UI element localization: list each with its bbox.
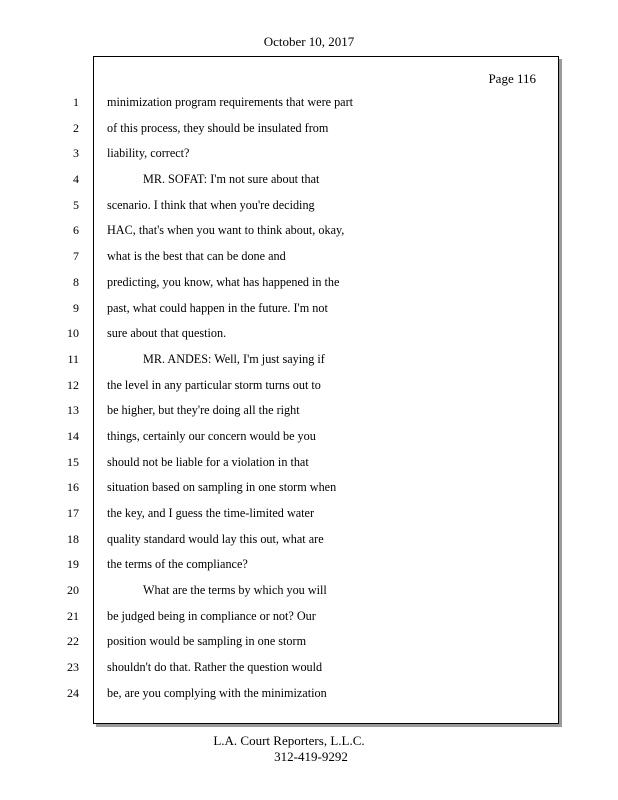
transcript-line: past, what could happen in the future. I'm not (107, 300, 328, 315)
transcript-line: things, certainly our concern would be you (107, 428, 316, 443)
line-number: 2 (73, 120, 79, 135)
line-number: 18 (67, 531, 79, 546)
line-number: 10 (67, 326, 79, 341)
line-number: 23 (67, 660, 79, 675)
transcript-line: the level in any particular storm turns out to (107, 377, 321, 392)
transcript-line: be judged being in compliance or not? Our (107, 608, 316, 623)
line-number: 11 (67, 351, 79, 366)
line-number: 7 (73, 249, 79, 264)
transcript-line: quality standard would lay this out, what are (107, 531, 324, 546)
line-number: 13 (67, 403, 79, 418)
line-number-column (0, 90, 84, 707)
line-number: 12 (67, 377, 79, 392)
footer (0, 733, 618, 765)
transcript-line: the key, and I guess the time-limited water (107, 506, 315, 520)
line-number: 24 (67, 685, 79, 700)
transcript-line: what is the best that can be done and (107, 249, 286, 264)
line-number: 20 (67, 583, 79, 598)
transcript-line: of this process, they should be insulated from (107, 120, 329, 135)
transcript-line: be higher, but they're doing all the right (107, 403, 300, 418)
transcript-line: should not be liable for a violation in that (107, 454, 309, 469)
page-number: Page 116 (488, 71, 536, 86)
transcript-line: What are the terms by which you will (143, 583, 327, 598)
line-number: 15 (67, 454, 79, 469)
transcript-line: HAC, that's when you want to think about, okay, (107, 223, 345, 238)
transcript-line: the terms of the compliance? (107, 557, 248, 572)
transcript-text-column (107, 90, 547, 707)
line-number: 8 (73, 274, 79, 289)
line-number: 22 (67, 634, 79, 649)
line-number: 19 (67, 557, 79, 572)
transcript-line: scenario. I think that when you're deciding (107, 197, 315, 212)
footer-phone-number: 312-419-9292 (274, 749, 348, 764)
line-number: 14 (67, 428, 79, 443)
line-number: 9 (73, 300, 79, 315)
transcript-line: sure about that question. (107, 326, 227, 341)
line-number: 17 (67, 506, 79, 520)
line-number: 3 (73, 146, 79, 161)
header-date: October 10, 2017 (263, 34, 355, 49)
transcript-line: MR. SOFAT: I'm not sure about that (143, 172, 320, 187)
line-number: 16 (67, 480, 79, 495)
transcript-line: be, are you complying with the minimization (107, 685, 327, 700)
transcript-line: liability, correct? (107, 146, 190, 161)
line-number: 1 (73, 95, 79, 109)
transcript-line: MR. ANDES: Well, I'm just saying if (143, 351, 325, 366)
line-number: 4 (73, 172, 79, 187)
transcript-line: shouldn't do that. Rather the question would (107, 660, 323, 675)
transcript-line: predicting, you know, what has happened in the (107, 274, 340, 289)
line-number: 5 (73, 197, 79, 212)
transcript-line: situation based on sampling in one storm when (107, 480, 337, 495)
footer-company-name: L.A. Court Reporters, L.L.C. (213, 733, 365, 748)
line-number: 21 (67, 608, 79, 623)
line-number: 6 (73, 223, 79, 238)
transcript-line: minimization program requirements that were part (107, 95, 354, 109)
transcript-line: position would be sampling in one storm (107, 634, 307, 649)
